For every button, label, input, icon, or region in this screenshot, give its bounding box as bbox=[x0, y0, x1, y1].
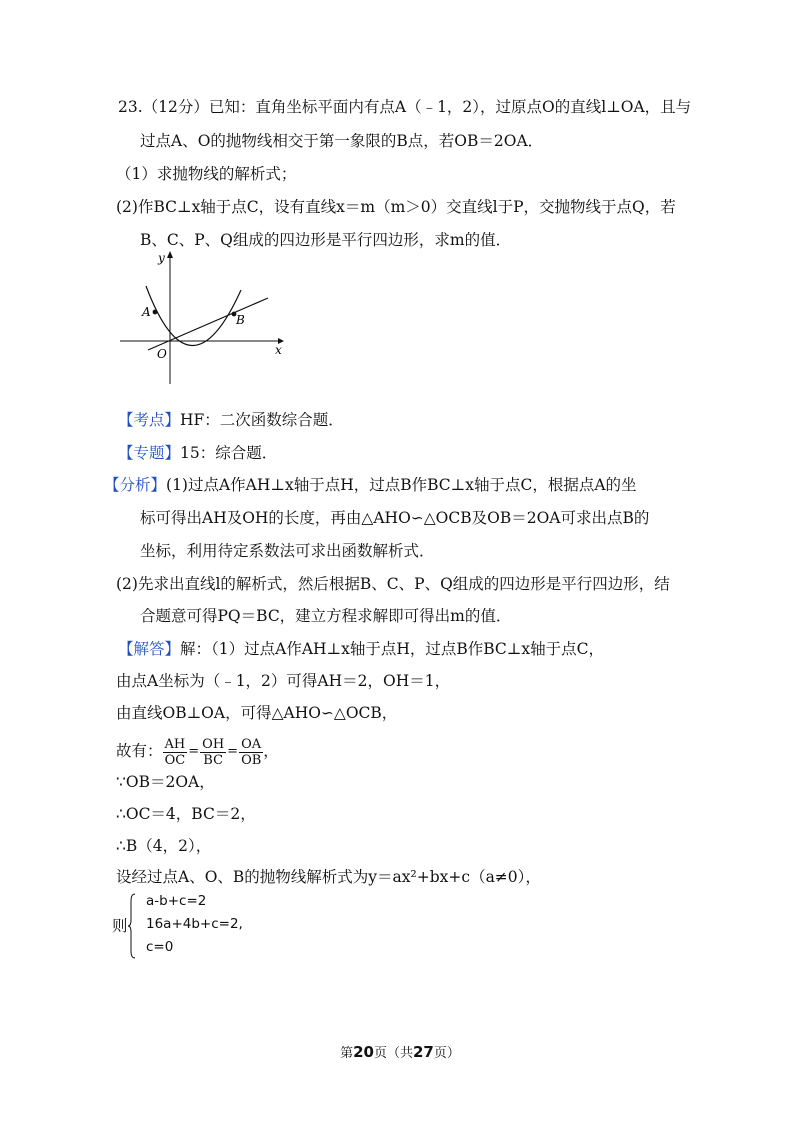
question-1: （1）求抛物线的解析式； bbox=[116, 165, 297, 183]
page-footer: 第20页（共27页） bbox=[340, 1043, 460, 1061]
fenxi-tag: 【分析】 bbox=[104, 476, 167, 494]
jieda-tag: 【解答】 bbox=[118, 640, 181, 658]
point-a bbox=[153, 310, 158, 315]
jieda-line-3: 由直线OB⊥OA，可得△AHO∽△OCB， bbox=[116, 704, 398, 722]
point-b-label: B bbox=[236, 313, 245, 327]
question-2-line-2: B、C、P、Q组成的四边形是平行四边形，求m的值． bbox=[140, 231, 512, 249]
total-pages: 27 bbox=[413, 1043, 434, 1061]
zhuanti-text: 15：综合题． bbox=[180, 444, 278, 462]
therefore-line-1: ∴OC＝4，BC＝2， bbox=[116, 805, 256, 823]
gu-label: 故有： bbox=[116, 742, 163, 760]
fraction-oa-ob: $\frac{OA}{OB}$ bbox=[241, 736, 262, 768]
fraction-oh-bc: $\frac{OH}{BC}$ bbox=[202, 736, 225, 768]
question-2-line-1: (2)作BC⊥x轴于点C，设有直线x＝m（m＞0）交直线l于P，交抛物线于点Q，若 bbox=[116, 198, 676, 216]
point-a-label: A bbox=[142, 305, 151, 319]
jieda-line-1 bbox=[118, 638, 604, 660]
fenxi-line-3: 坐标，利用待定系数法可求出函数解析式． bbox=[140, 542, 435, 560]
kaodian-tag: 【考点】 bbox=[118, 411, 181, 429]
therefore-line-2: ∴B（4，2）， bbox=[116, 837, 212, 855]
equation-2: 16a+4b+c=2, bbox=[146, 916, 243, 932]
setup-line: 设经过点A、O、B的抛物线解析式为y＝ax²+bx+c（a≠0）， bbox=[116, 868, 541, 886]
problem-line-2: 过点A、O的抛物线相交于第一象限的B点，若OB＝2OA． bbox=[140, 132, 544, 150]
current-page: 20 bbox=[353, 1043, 374, 1061]
fenxi-text-1: (1)过点A作AH⊥x轴于点H，过点B作BC⊥x轴于点C，根据点A的坐 bbox=[166, 476, 637, 494]
jieda-line-2: 由点A坐标为（﹣1，2）可得AH＝2，OH＝1， bbox=[116, 672, 451, 690]
ze-label: 则 bbox=[112, 917, 128, 935]
zhuanti-line bbox=[118, 442, 277, 464]
fraction-ah-oc: $\frac{AH}{OC}$ bbox=[164, 736, 186, 768]
ratio-line: 故有： $\frac{AH}{OC}$ = $\frac{OH}{BC}$ = $\frac{OA}{OB}$ ， bbox=[116, 736, 279, 768]
left-brace-icon bbox=[128, 893, 136, 959]
zhuanti-tag: 【专题】 bbox=[118, 444, 181, 462]
parabola-figure bbox=[118, 248, 288, 388]
origin-label: O bbox=[157, 347, 167, 361]
kaodian-text: HF：二次函数综合题． bbox=[180, 411, 344, 429]
y-axis-label: y bbox=[158, 251, 165, 265]
fenxi-line-1 bbox=[104, 474, 637, 496]
because-line: ∵OB＝2OA， bbox=[116, 773, 215, 791]
equation-3: c=0 bbox=[146, 939, 174, 955]
equation-1: a-b+c=2 bbox=[146, 893, 207, 909]
kaodian-line bbox=[118, 409, 344, 431]
x-axis-label: x bbox=[275, 343, 282, 357]
fenxi-line-4: (2)先求出直线l的解析式，然后根据B、C、P、Q组成的四边形是平行四边形，结 bbox=[116, 575, 670, 593]
fenxi-line-2: 标可得出AH及OH的长度，再由△AHO∽△OCB及OB＝2OA可求出点B的 bbox=[140, 509, 650, 527]
problem-line-1: 23.（12分）已知：直角坐标平面内有点A（﹣1，2），过原点O的直线l⊥OA，且与 bbox=[118, 98, 692, 116]
fenxi-line-5: 合题意可得PQ＝BC，建立方程求解即可得出m的值． bbox=[140, 607, 512, 625]
jieda-text-1: 解：（1）过点A作AH⊥x轴于点H，过点B作BC⊥x轴于点C， bbox=[180, 640, 604, 658]
